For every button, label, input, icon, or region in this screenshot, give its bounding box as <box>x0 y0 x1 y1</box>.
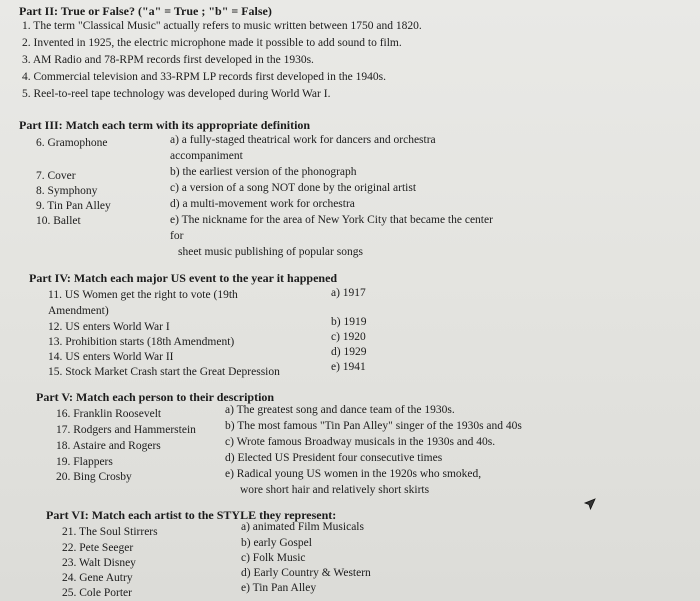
part3-heading: Part III: Match each term with its appropriate definition <box>19 118 311 132</box>
part4-event-11: 11. US Women get the right to vote (19th <box>48 289 238 301</box>
part2-heading: Part II: True or False? ("a" = True ; "b" = False) <box>19 4 272 18</box>
part5-person-18: 18. Astaire and Rogers <box>56 440 161 452</box>
part6-artist-23: 23. Walt Disney <box>62 557 136 569</box>
part4-event-12: 12. US enters World War I <box>48 321 170 333</box>
part5-desc-c: c) Wrote famous Broadway musicals in the 1930s and 40s. <box>225 436 496 448</box>
part4-event-11-cont: Amendment) <box>48 305 109 317</box>
part4-year-b: b) 1919 <box>331 316 367 328</box>
cursor-arrow-icon <box>583 497 597 511</box>
part3-def-a-cont: accompaniment <box>170 150 243 162</box>
part6-heading: Part VI: Match each artist to the STYLE they represent: <box>46 508 337 522</box>
part6-style-d: d) Early Country & Western <box>241 567 371 579</box>
part4-event-15: 15. Stock Market Crash start the Great Depression <box>48 366 280 378</box>
part6-style-b: b) early Gospel <box>241 537 312 549</box>
part3-term-10: 10. Ballet <box>36 215 81 227</box>
part2-item-4: 4. Commercial television and 33-RPM LP records first developed in the 1940s. <box>22 71 386 83</box>
part4-event-14: 14. US enters World War II <box>48 351 174 363</box>
part6-artist-21: 21. The Soul Stirrers <box>62 526 158 538</box>
part3-def-b: b) the earliest version of the phonograph <box>170 166 357 178</box>
part3-def-e-cont: for <box>170 230 184 242</box>
part3-def-a: a) a fully-staged theatrical work for dancers and orchestra <box>170 134 436 146</box>
part5-person-16: 16. Franklin Roosevelt <box>56 408 162 420</box>
part5-desc-e-cont: wore short hair and relatively short skirts <box>240 484 430 496</box>
part6-style-c: c) Folk Music <box>241 552 306 564</box>
part3-term-9: 9. Tin Pan Alley <box>36 200 111 212</box>
part5-desc-d: d) Elected US President four consecutive times <box>225 452 443 464</box>
part3-term-7: 7. Cover <box>36 170 76 182</box>
part3-term-8: 8. Symphony <box>36 185 98 197</box>
part6-artist-25: 25. Cole Porter <box>62 587 132 599</box>
part3-term-6: 6. Gramophone <box>36 137 108 149</box>
part3-def-c: c) a version of a song NOT done by the original artist <box>170 182 417 194</box>
part2-item-5: 5. Reel-to-reel tape technology was developed during World War I. <box>22 88 331 100</box>
part3-def-e-cont2: sheet music publishing of popular songs <box>178 246 363 258</box>
part2-item-1: 1. The term "Classical Music" actually refers to music written between 1750 and 1820. <box>22 20 422 32</box>
part4-event-13: 13. Prohibition starts (18th Amendment) <box>48 336 235 348</box>
part5-desc-e: e) Radical young US women in the 1920s who smoked, <box>225 468 482 480</box>
part5-heading: Part V: Match each person to their description <box>36 390 275 404</box>
part4-year-e: e) 1941 <box>331 361 366 373</box>
part6-style-e: e) Tin Pan Alley <box>241 582 317 594</box>
part5-person-17: 17. Rodgers and Hammerstein <box>56 424 196 436</box>
part5-person-20: 20. Bing Crosby <box>56 471 132 483</box>
part4-year-c: c) 1920 <box>331 331 366 343</box>
part5-desc-a: a) The greatest song and dance team of the 1930s. <box>225 404 455 416</box>
part6-artist-24: 24. Gene Autry <box>62 572 133 584</box>
part4-year-a: a) 1917 <box>331 287 366 299</box>
part4-heading: Part IV: Match each major US event to the year it happened <box>29 271 338 285</box>
part5-person-19: 19. Flappers <box>56 456 113 468</box>
part5-desc-b: b) The most famous "Tin Pan Alley" singer of the 1930s and 40s <box>225 420 522 432</box>
part3-def-d: d) a multi-movement work for orchestra <box>170 198 355 210</box>
part2-item-2: 2. Invented in 1925, the electric microphone made it possible to add sound to film. <box>22 37 402 49</box>
part2-item-3: 3. AM Radio and 78-RPM records first developed in the 1930s. <box>22 54 314 66</box>
part3-def-e: e) The nickname for the area of New York City that became the center <box>170 214 493 226</box>
part4-year-d: d) 1929 <box>331 346 367 358</box>
part6-artist-22: 22. Pete Seeger <box>62 542 134 554</box>
part6-style-a: a) animated Film Musicals <box>241 521 364 533</box>
